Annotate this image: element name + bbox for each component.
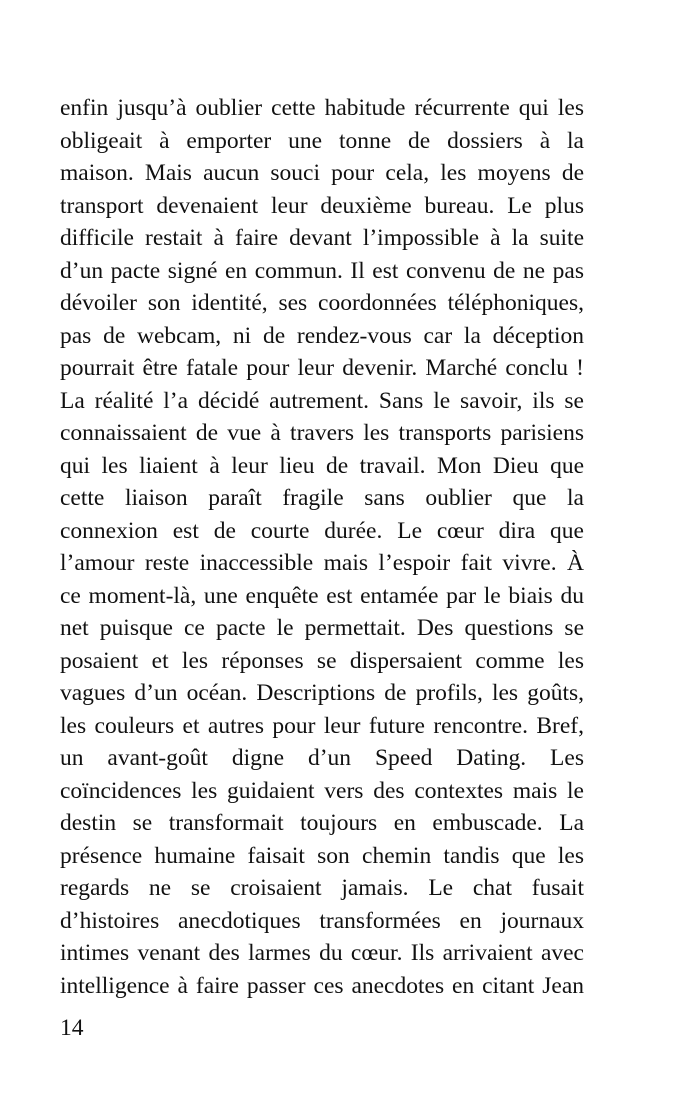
text-line: La réalité l’a décidé autrement. Sans le savoir, ils se bbox=[60, 387, 584, 414]
text-line: regards ne se croisaient jamais. Le chat fusait bbox=[60, 875, 584, 901]
body-paragraph bbox=[60, 92, 584, 1002]
text-line: vagues d’un océan. Descriptions de profils, les goûts, bbox=[60, 680, 584, 706]
text-line: obligeait à emporter une tonne de dossiers à la bbox=[60, 127, 584, 154]
text-line: ce moment-là, une enquête est entamée par le biais du bbox=[60, 582, 584, 609]
text-line: connexion est de courte durée. Le cœur dira que bbox=[60, 517, 584, 544]
text-line: difficile restait à faire devant l’impossible à la suite bbox=[60, 225, 584, 251]
text-line: intimes venant des larmes du cœur. Ils arrivaient avec bbox=[60, 940, 584, 966]
text-line: cette liaison paraît fragile sans oublier que la bbox=[60, 485, 584, 511]
text-line: enfin jusqu’à oublier cette habitude récurrente qui les bbox=[60, 95, 584, 121]
page-number: 14 bbox=[60, 1015, 84, 1041]
text-line: dévoiler son identité, ses coordonnées téléphoniques, bbox=[60, 290, 584, 316]
text-line: connaissaient de vue à travers les transports parisiens bbox=[60, 420, 584, 446]
text-line: net puisque ce pacte le permettait. Des questions se bbox=[60, 615, 584, 641]
text-line: présence humaine faisait son chemin tandis que les bbox=[60, 842, 584, 869]
text-line: pas de webcam, ni de rendez-vous car la déception bbox=[60, 322, 584, 349]
text-line: coïncidences les guidaient vers des contextes mais le bbox=[60, 777, 584, 804]
text-line: les couleurs et autres pour leur future rencontre. Bref, bbox=[60, 712, 584, 739]
text-line: transport devenaient leur deuxième bureau. Le plus bbox=[60, 192, 584, 219]
text-line: intelligence à faire passer ces anecdotes en citant Jean bbox=[60, 972, 584, 999]
text-line: pourrait être fatale pour leur devenir. Marché conclu ! bbox=[60, 355, 584, 381]
text-line: d’histoires anecdotiques transformées en journaux bbox=[60, 907, 584, 934]
text-line: posaient et les réponses se dispersaient comme les bbox=[60, 647, 584, 674]
text-line: qui les liaient à leur lieu de travail. Mon Dieu que bbox=[60, 452, 584, 479]
text-line: maison. Mais aucun souci pour cela, les moyens de bbox=[60, 160, 584, 186]
text-line: destin se transformait toujours en embuscade. La bbox=[60, 810, 584, 836]
text-line: l’amour reste inaccessible mais l’espoir fait vivre. À bbox=[60, 550, 584, 576]
text-line: un avant-goût digne d’un Speed Dating. Les bbox=[60, 745, 584, 771]
text-line: d’un pacte signé en commun. Il est convenu de ne pas bbox=[60, 257, 584, 284]
